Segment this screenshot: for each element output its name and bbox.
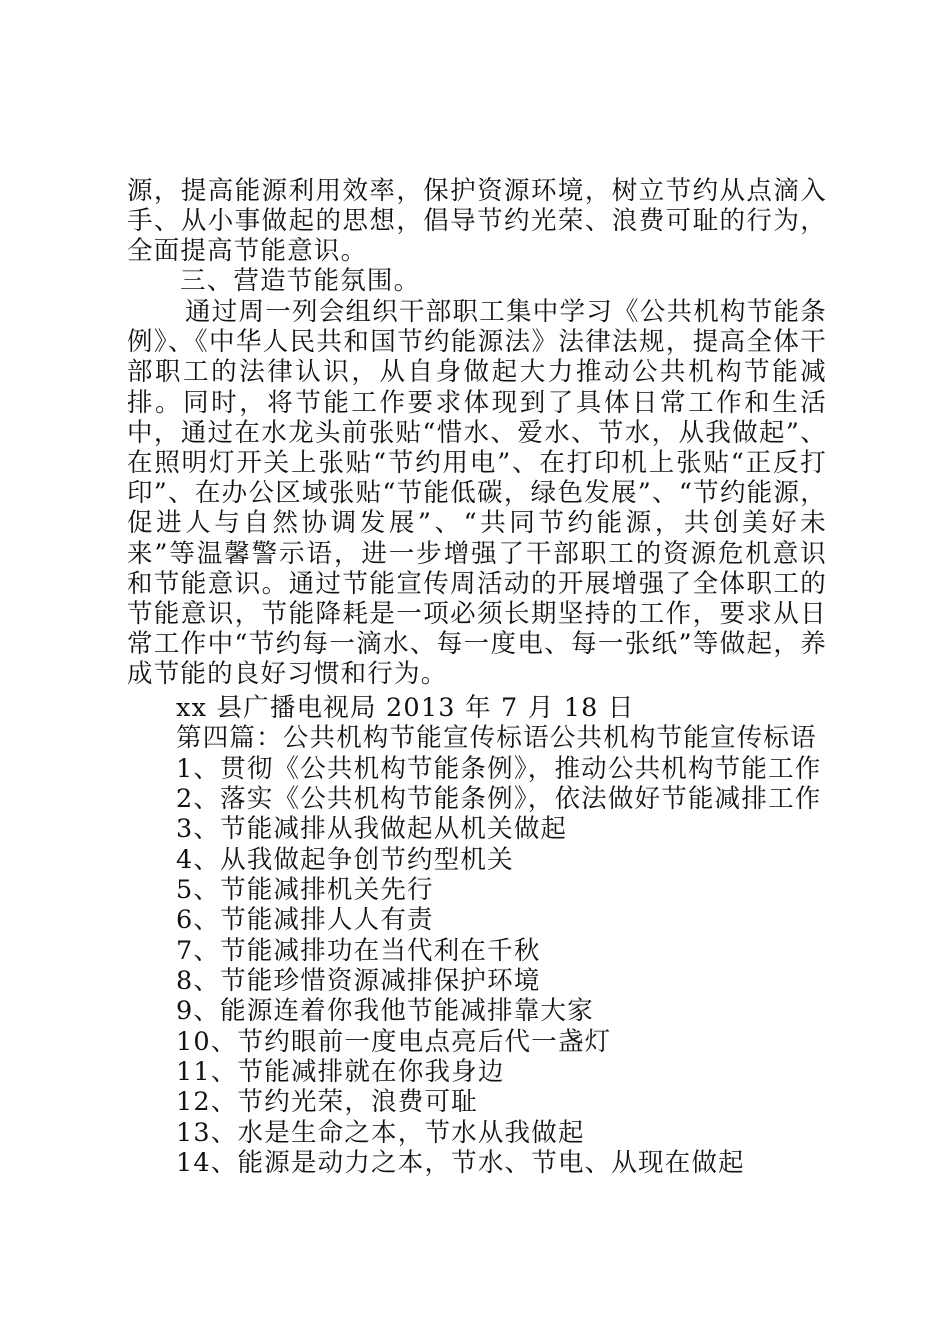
slogan-item: 11、节能减排就在你我身边 bbox=[176, 1057, 505, 1087]
paragraph-top: 源，提高能源利用效率，保护资源环境，树立节约从点滴入手、从小事做起的思想，倡导节约光荣、浪费可耻的行为，全面提高节能意识。 bbox=[127, 176, 827, 267]
slogan-item: 13、水是生命之本，节水从我做起 bbox=[176, 1118, 585, 1148]
paragraph-main: 通过周一列会组织干部职工集中学习《公共机构节能条例》、《中华人民共和国节约能源法》法律法规，提高全体干部职工的法律认识，从自身做起大力推动公共机构节能减排。同时，将节能工作要求体现到了具体日常工作和生活中，通过在水龙头前张贴“惜水、爱水、节水，从我做起”、在照明灯开关上张贴“节约用电”、在打印机上张贴“正反打印”、在办公区域张贴“节能低碳，绿色发展”、“节约能源，促进人与自然协调发展”、“共同节约能源，共创美好未来”等温馨警示语，进一步增强了干部职工的资源危机意识和节能意识。通过节能宣传周活动的开展增强了全体职工的节能意识，节能降耗是一项必须长期坚持的工作，要求从日常工作中“节约每一滴水、每一度电、每一张纸”等做起，养成节能的良好习惯和行为。 bbox=[127, 297, 827, 690]
signature-line: xx 县广播电视局 2013 年 7 月 18 日 bbox=[176, 693, 635, 723]
slogan-item: 4、从我做起争创节约型机关 bbox=[176, 845, 514, 875]
slogan-item: 7、节能减排功在当代利在千秋 bbox=[176, 936, 541, 966]
slogan-item: 8、节能珍惜资源减排保护环境 bbox=[176, 966, 541, 996]
slogan-item: 6、节能减排人人有责 bbox=[176, 905, 434, 935]
chapter-title: 第四篇：公共机构节能宣传标语公共机构节能宣传标语 bbox=[176, 723, 817, 753]
slogan-item: 1、贯彻《公共机构节能条例》，推动公共机构节能工作 bbox=[176, 754, 822, 784]
slogan-item: 10、节约眼前一度电点亮后代一盏灯 bbox=[176, 1027, 612, 1057]
slogan-item: 2、落实《公共机构节能条例》，依法做好节能减排工作 bbox=[176, 784, 822, 814]
slogan-item: 3、节能减排从我做起从机关做起 bbox=[176, 814, 568, 844]
slogan-item: 5、节能减排机关先行 bbox=[176, 875, 434, 905]
slogan-item: 14、能源是动力之本，节水、节电、从现在做起 bbox=[176, 1148, 745, 1178]
section-heading: 三、营造节能氛围。 bbox=[180, 266, 421, 296]
slogan-item: 12、节约光荣，浪费可耻 bbox=[176, 1087, 478, 1117]
slogan-item: 9、能源连着你我他节能减排靠大家 bbox=[176, 996, 594, 1026]
